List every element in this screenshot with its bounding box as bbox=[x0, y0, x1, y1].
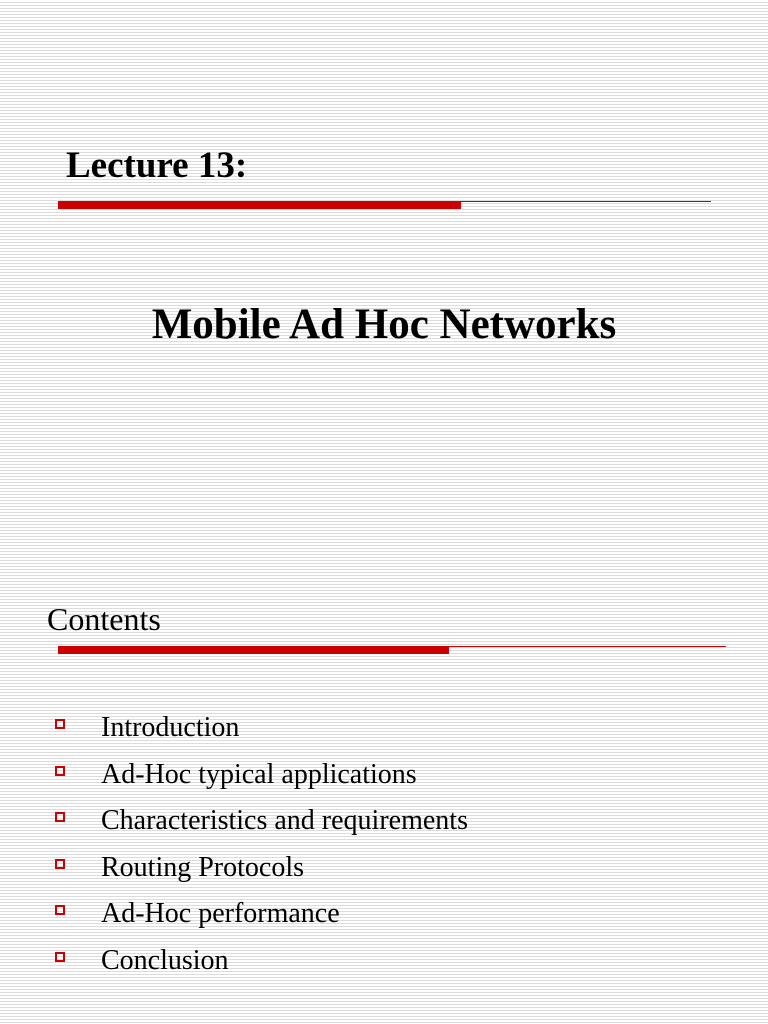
main-title: Mobile Ad Hoc Networks bbox=[151, 301, 617, 348]
hollow-square-icon bbox=[55, 859, 65, 869]
contents-underline-thick bbox=[58, 646, 449, 654]
hollow-square-icon bbox=[55, 905, 65, 915]
lecture-title: Lecture 13: bbox=[66, 145, 248, 186]
hollow-square-icon bbox=[55, 952, 65, 962]
list-item-characteristics bbox=[0, 803, 768, 850]
list-item-introduction bbox=[0, 710, 768, 757]
list-item-conclusion bbox=[0, 943, 768, 990]
list-item-performance bbox=[0, 896, 768, 943]
list-item-applications bbox=[0, 757, 768, 804]
title-underline-thick bbox=[58, 201, 461, 209]
contents-heading: Contents bbox=[47, 601, 161, 637]
contents-slide bbox=[0, 512, 768, 1024]
list-item-label: Ad-Hoc typical applications bbox=[101, 758, 417, 790]
list-item-label: Introduction bbox=[101, 712, 240, 743]
contents-list bbox=[0, 710, 768, 989]
contents-underline-thin bbox=[449, 646, 726, 647]
hollow-square-icon bbox=[55, 766, 65, 776]
list-item-label: Conclusion bbox=[101, 944, 229, 976]
hollow-square-icon bbox=[55, 812, 65, 822]
list-item-routing-protocols bbox=[0, 850, 768, 897]
list-item-label: Routing Protocols bbox=[101, 851, 305, 883]
hollow-square-icon bbox=[55, 719, 65, 729]
title-underline-thin bbox=[461, 201, 711, 202]
list-item-label: Characteristics and requirements bbox=[101, 805, 468, 836]
list-item-label: Ad-Hoc performance bbox=[101, 898, 340, 929]
